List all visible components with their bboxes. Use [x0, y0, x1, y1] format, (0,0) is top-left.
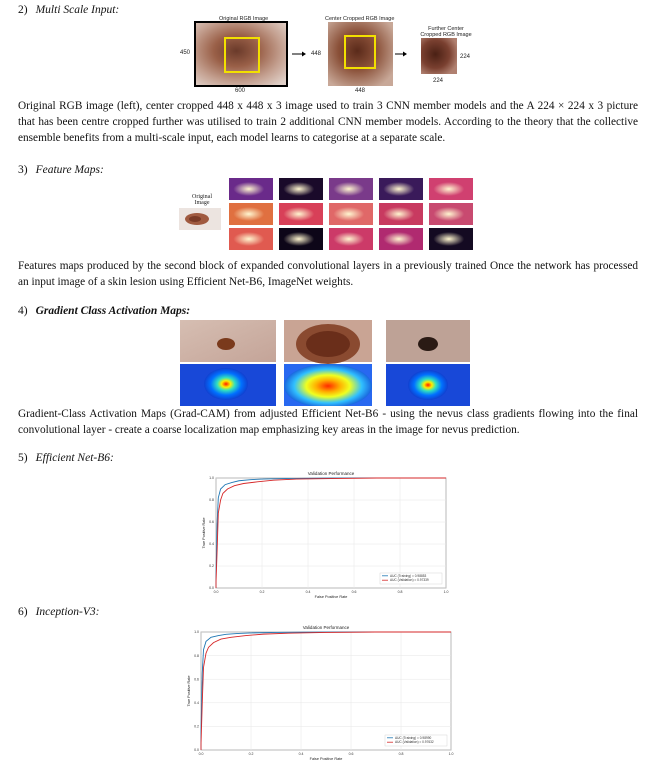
- y-tick-label: 0.8: [209, 498, 214, 503]
- section-heading-inception: [18, 606, 99, 618]
- gradcam-figure-graphic: [180, 320, 470, 406]
- y-axis-label: True Positive Rate: [202, 517, 206, 549]
- feature-map-tile: [429, 178, 473, 200]
- section-heading-gradcam: [18, 305, 190, 317]
- section-title: Multi Scale Input:: [35, 4, 120, 16]
- dim-448-side: 448: [311, 51, 322, 57]
- gradcam-figure: [180, 320, 470, 406]
- x-tick-label: 0.0: [213, 590, 219, 594]
- x-axis-label: False Positive Rate: [309, 757, 343, 761]
- feature-map-tile: [229, 228, 273, 250]
- section-title: Inception-V3:: [35, 606, 100, 618]
- feature-map-tile: [329, 228, 373, 250]
- feature-map-tile: [379, 228, 423, 250]
- paragraph-gradcam: Gradient-Class Activation Maps (Grad-CAM) from adjusted Efficient Net-B6 - using the nevus class gradients flowing into the final convolutional layer - create a coarse localization map emphasizing key areas in the image for nevus prediction.: [18, 408, 638, 436]
- feature-map-tile: [429, 203, 473, 225]
- section-number: 2): [18, 4, 28, 16]
- x-tick-label: 0.4: [305, 590, 311, 594]
- x-axis-label: False Positive Rate: [314, 595, 348, 599]
- label-further-cropped: Further Center Cropped RGB Image: [420, 26, 472, 38]
- feature-map-tile: [329, 203, 373, 225]
- x-tick-label: 0.8: [398, 752, 404, 756]
- section-number: 6): [18, 606, 28, 618]
- x-tick-label: 0.6: [348, 752, 354, 756]
- chart-efficientnet-svg: [196, 466, 458, 606]
- y-tick-label: 0.8: [194, 653, 199, 658]
- further-cropped-image: [421, 38, 457, 74]
- section-heading-multiscale: [18, 4, 119, 16]
- section-number: 4): [18, 305, 28, 317]
- y-axis-label: True Positive Rate: [187, 675, 191, 707]
- featuremap-original-image: [179, 208, 221, 230]
- plot-area: [201, 632, 451, 750]
- chart-inception: [181, 620, 463, 768]
- section-title: Feature Maps:: [35, 164, 104, 176]
- chart-efficientnet: [196, 466, 458, 606]
- y-tick-label: 0.6: [194, 677, 199, 682]
- x-tick-label: 1.0: [448, 752, 454, 756]
- legend-entry: AUC (Training) = 0.98990: [395, 735, 432, 740]
- y-tick-label: 0.0: [209, 586, 214, 591]
- featuremap-figure: [175, 178, 485, 256]
- legend-entry: AUC (Validation) = 0.97339: [390, 578, 429, 583]
- y-tick-label: 0.2: [194, 724, 199, 729]
- y-tick-label: 1.0: [209, 476, 214, 481]
- section-title: Efficient Net-B6:: [35, 452, 114, 464]
- label-center-cropped: Center Cropped RGB Image: [325, 16, 395, 22]
- y-tick-label: 0.4: [194, 701, 199, 705]
- paragraph-multiscale: Original RGB image (left), center cropped 448 x 448 x 3 image used to train 3 CNN member models and the A 224 × 224 x 3 picture that has been centre cropped further was utilised to train 2 additional CNN member models. According to the theory that the collective ensemble benefits from a multi-scale input, each model learns to categorise at a separate scale.: [18, 100, 638, 144]
- x-tick-label: 0.6: [351, 590, 357, 594]
- dim-600: 600: [235, 88, 246, 94]
- featuremap-original-label: Original Image: [192, 194, 212, 206]
- chart-title: Validation Performance: [302, 625, 350, 630]
- dim-224-bottom: 224: [433, 78, 444, 84]
- section-title: Gradient Class Activation Maps:: [35, 305, 191, 317]
- legend-entry: AUC (Training) = 0.98853: [390, 573, 427, 578]
- feature-map-tile: [279, 228, 323, 250]
- y-tick-label: 0.4: [209, 542, 214, 547]
- plot-area: [216, 478, 446, 588]
- feature-map-tile: [379, 203, 423, 225]
- chart-title: Validation Performance: [307, 471, 355, 476]
- chart-inception-svg: [181, 620, 463, 768]
- original-rgb-image: [195, 22, 287, 86]
- x-tick-label: 0.2: [248, 752, 254, 756]
- x-tick-label: 0.2: [259, 590, 265, 594]
- feature-map-tile: [279, 203, 323, 225]
- section-heading-featuremaps: [18, 164, 104, 176]
- feature-map-tile: [229, 203, 273, 225]
- legend-entry: AUC (Validation) = 0.97632: [395, 740, 434, 745]
- y-tick-label: 0.6: [209, 520, 214, 525]
- feature-map-tile: [329, 178, 373, 200]
- center-cropped-image: [328, 22, 393, 86]
- x-tick-label: 0.4: [298, 752, 304, 756]
- y-tick-label: 1.0: [194, 630, 199, 635]
- y-tick-label: 0.0: [194, 748, 199, 753]
- section-number: 3): [18, 164, 28, 176]
- multiscale-figure: [175, 14, 475, 94]
- x-tick-label: 0.0: [198, 752, 204, 756]
- dim-448-bottom: 448: [355, 88, 366, 94]
- label-original-rgb: Original RGB Image: [219, 16, 269, 22]
- dim-224-side: 224: [460, 54, 471, 60]
- feature-map-tile: [229, 178, 273, 200]
- section-heading-efficientnet: [18, 452, 114, 464]
- x-tick-label: 1.0: [443, 590, 449, 594]
- feature-map-tile: [379, 178, 423, 200]
- y-tick-label: 0.2: [209, 564, 214, 569]
- section-number: 5): [18, 452, 28, 464]
- dim-450: 450: [180, 50, 191, 56]
- feature-map-tile: [429, 228, 473, 250]
- paragraph-featuremaps: Features maps produced by the second block of expanded convolutional layers in a previously trained Once the network has processed an input image of a skin lesion using Efficient Net-B6, ImageNet weights.: [18, 260, 638, 288]
- feature-map-tile: [279, 178, 323, 200]
- x-tick-label: 0.8: [397, 590, 403, 594]
